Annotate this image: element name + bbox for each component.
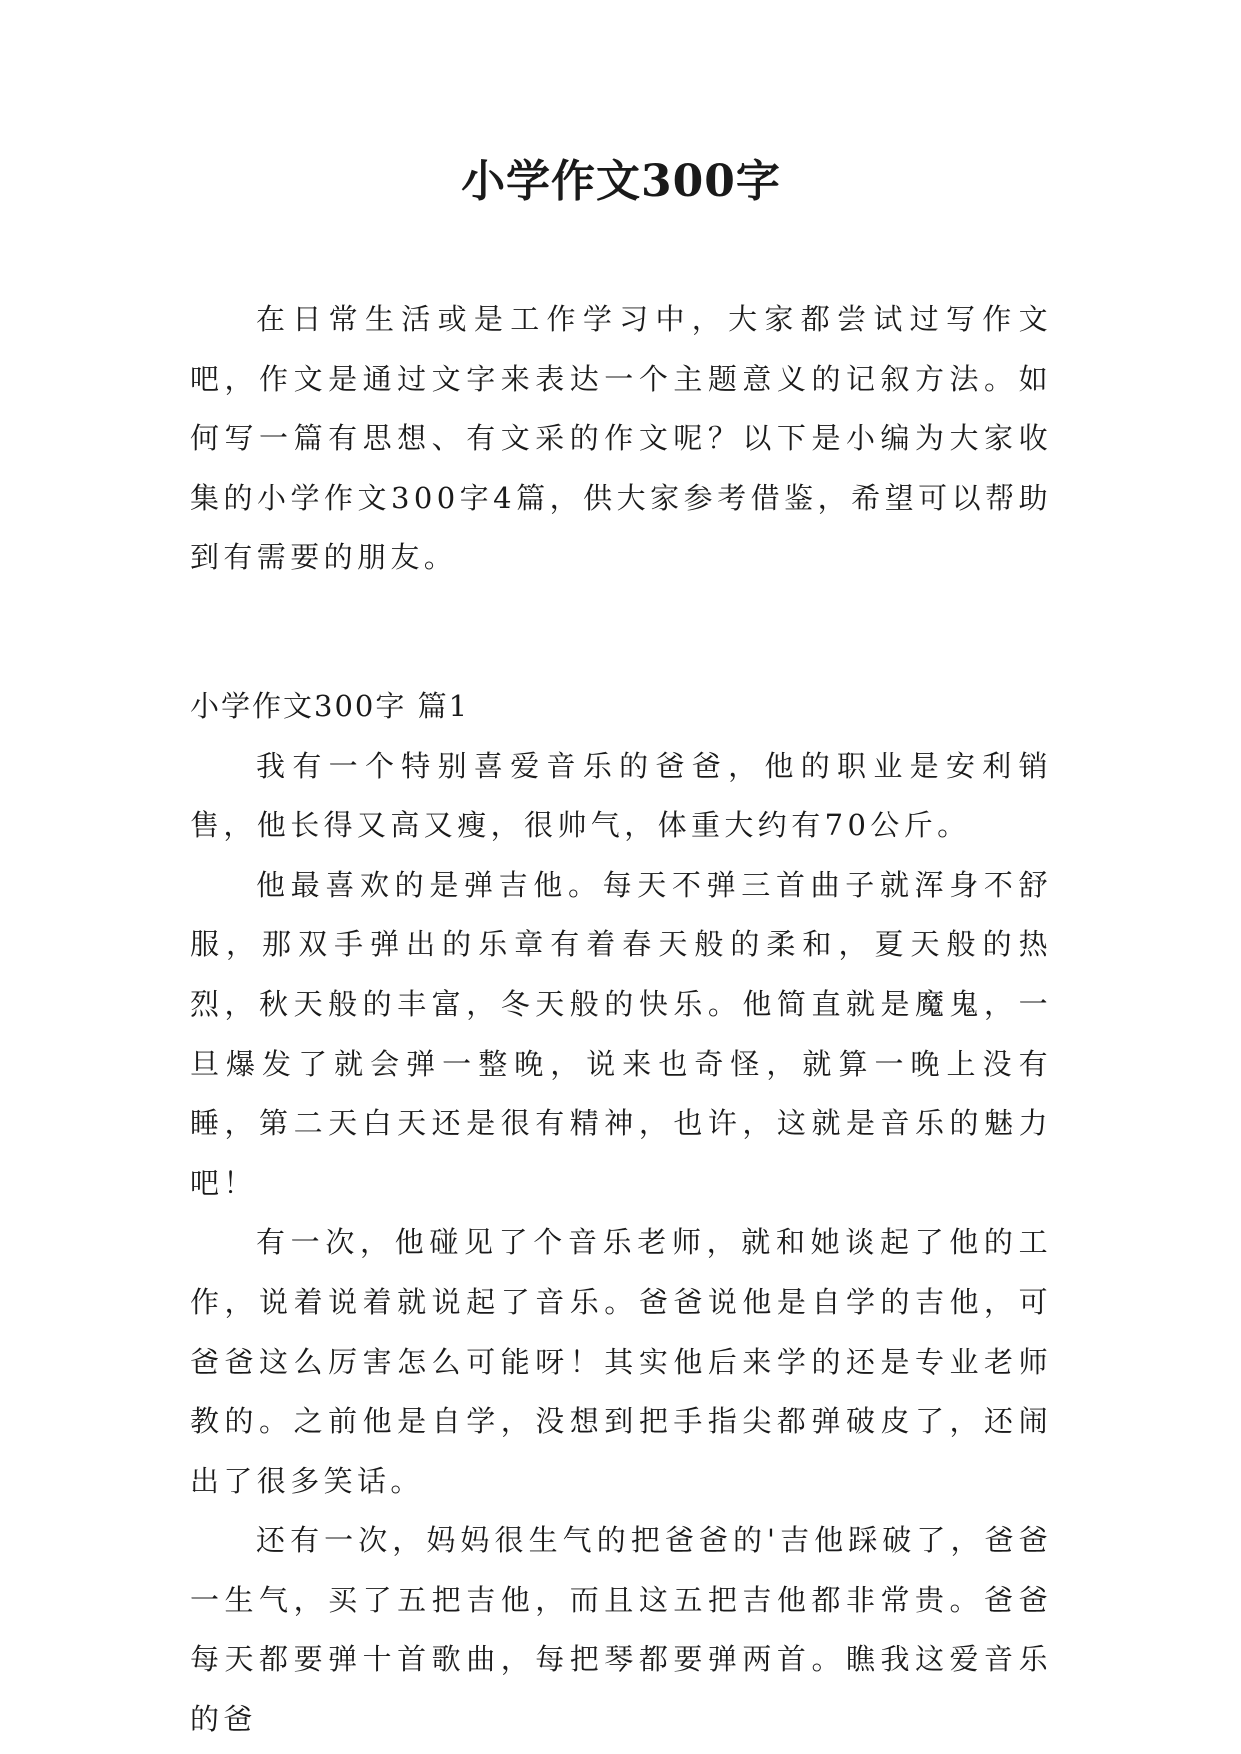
document-body: [190, 290, 1052, 1750]
paragraph-gap: [190, 588, 1052, 677]
body-paragraph-1: 我有一个特别喜爱音乐的爸爸，他的职业是安利销售，他长得又高又瘦，很帅气，体重大约有70公斤。: [190, 748, 1052, 843]
document-title: 小学作文300字: [461, 156, 781, 207]
body-paragraph-4: 还有一次，妈妈很生气的把爸爸的'吉他踩破了，爸爸一生气，买了五把吉他，而且这五把吉他都非常贵。爸爸每天都要弹十首歌曲，每把琴都要弹两首。瞧我这爱音乐的爸: [190, 1523, 1052, 1737]
body-paragraph-2: 他最喜欢的是弹吉他。每天不弹三首曲子就浑身不舒服，那双手弹出的乐章有着春天般的柔和，夏天般的热烈，秋天般的丰富，冬天般的快乐。他简直就是魔鬼，一旦爆发了就会弹一整晚，说来也奇怪，就算一晚上没有睡，第二天白天还是很有精神，也许，这就是音乐的魅力吧！: [190, 867, 1052, 1200]
section-heading: 小学作文300字 篇1: [190, 688, 470, 723]
intro-paragraph: 在日常生活或是工作学习中，大家都尝试过写作文吧，作文是通过文字来表达一个主题意义的记叙方法。如何写一篇有思想、有文采的作文呢？以下是小编为大家收集的小学作文300字4篇，供大家参考借鉴，希望可以帮助到有需要的朋友。: [190, 302, 1052, 575]
document-page: [190, 0, 1052, 1754]
body-paragraph-3: 有一次，他碰见了个音乐老师，就和她谈起了他的工作，说着说着就说起了音乐。爸爸说他是自学的吉他，可爸爸这么厉害怎么可能呀！其实他后来学的还是专业老师教的。之前他是自学，没想到把手指尖都弹破皮了，还闹出了很多笑话。: [190, 1225, 1052, 1498]
